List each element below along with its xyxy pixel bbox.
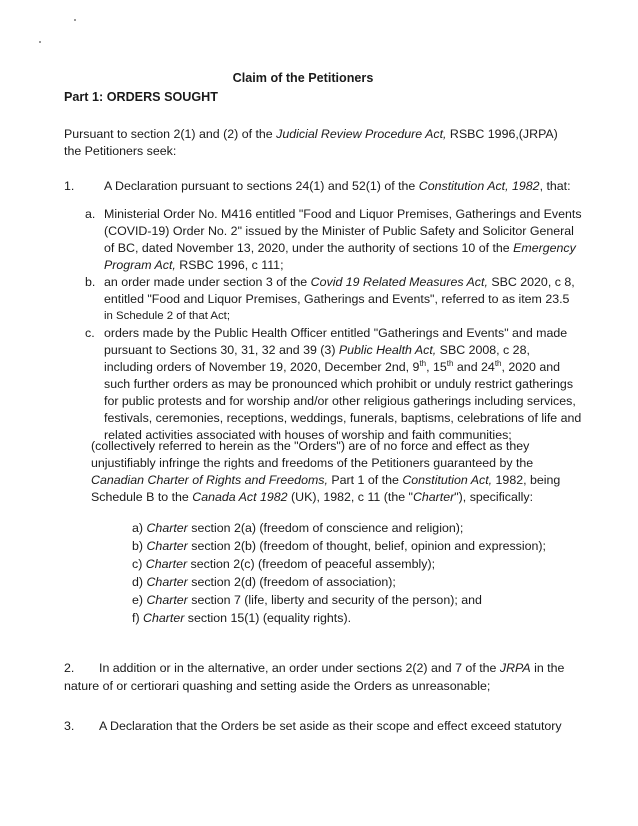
sub-c-text: orders made by the Public Health Officer entitled "Gatherings and Events" and made pursuant to Sections 30, 31, 32 and 39 (3) Public Health Act, SBC 2008, c 28, including orders of November 19, 2020, December 2nd, 9th, 15th and 24th, 2020 and such further orders as may be pronounced which prohibit or unduly restrict gatherings for public protests and for worship and/or other religious gatherings including services, festivals, ceremonies, receptions, weddings, funerals, baptisms, celebrations of life and related activities associated with houses of worship and faith communities; (104, 326, 582, 442)
charter-list (132, 519, 546, 627)
part-heading: Part 1: ORDERS SOUGHT (64, 90, 218, 104)
item-1-text: A Declaration pursuant to sections 24(1) and 52(1) of the Constitution Act, 1982, that: (104, 179, 571, 193)
item-2-number: 2. (64, 661, 75, 675)
collective-paragraph: (collectively referred to herein as the "Orders") are of no force and effect as they unjustifiably infringe the rights and freedoms of the Petitioners guaranteed by the Canadian Charter of Rights and Freedoms, Part 1 of the Constitution Act, 1982, being Schedule B to the Canada Act 1982 (UK), 1982, c 11 (the "Charter"), specifically: (91, 439, 561, 504)
sub-b-letter: b. (85, 275, 96, 289)
item-1-number: 1. (64, 179, 75, 193)
item-3-number: 3. (64, 719, 75, 733)
charter-item: d) Charter section 2(d) (freedom of association); (132, 575, 396, 589)
document-title: Claim of the Petitioners (232, 71, 374, 85)
intro-line-1: Pursuant to section 2(1) and (2) of the Judicial Review Procedure Act, RSBC 1996,(JRPA) (64, 127, 558, 141)
sub-a-letter: a. (85, 207, 96, 221)
intro-line-2: the Petitioners seek: (64, 144, 177, 158)
intro-paragraph (64, 126, 584, 160)
sub-b-text: an order made under section 3 of the Covid 19 Related Measures Act, SBC 2020, c 8, entitled "Food and Liquor Premises, Gatherings and Events", referred to as item 23.5 in Schedule 2 of that Act; (104, 275, 575, 322)
charter-item: e) Charter section 7 (life, liberty and security of the person); and (132, 593, 482, 607)
item-2-line-2: nature of or certiorari quashing and setting aside the Orders as unreasonable; (64, 679, 491, 693)
item-3-text: A Declaration that the Orders be set aside as their scope and effect exceed statutory (99, 719, 562, 733)
charter-item: f) Charter section 15(1) (equality rights). (132, 611, 352, 625)
item-2-line-1: In addition or in the alternative, an order under sections 2(2) and 7 of the JRPA in the (99, 661, 565, 675)
charter-item: a) Charter section 2(a) (freedom of conscience and religion); (132, 521, 464, 535)
sub-a-text: Ministerial Order No. M416 entitled "Food and Liquor Premises, Gatherings and Events (COVID-19) Order No. 2" issued by the Minister of Public Safety and Solicitor General of BC, dated November 13, 2020, under the authority of sections 10 of the Emergency Program Act, RSBC 1996, c 111; (104, 207, 582, 272)
charter-item: c) Charter section 2(c) (freedom of peaceful assembly); (132, 557, 436, 571)
scan-speck (39, 41, 41, 43)
sub-c-letter: c. (85, 326, 95, 340)
charter-item: b) Charter section 2(b) (freedom of thought, belief, opinion and expression); (132, 539, 546, 553)
scan-speck (74, 19, 76, 21)
